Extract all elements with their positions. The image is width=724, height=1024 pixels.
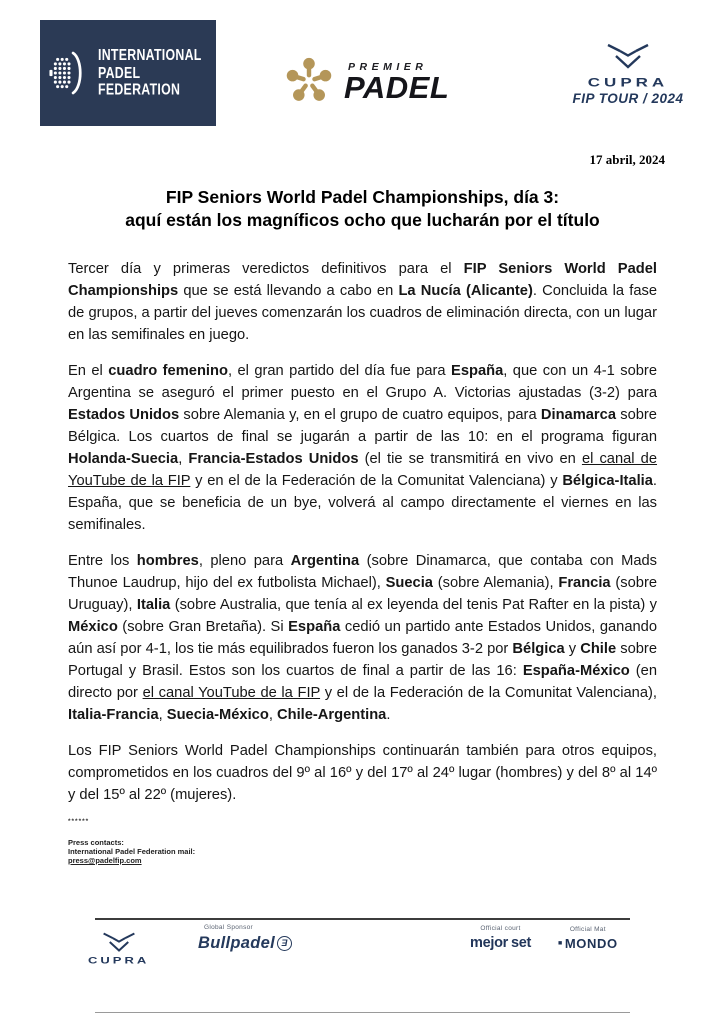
premier-padel-star-icon [283,55,335,107]
cupra-wordmark: CUPRA [587,75,669,90]
sponsor-bullpadel [198,924,292,953]
text-run: . Concluida la fase de grupos, a partir del jueves comenzarán los cuadros de eliminación directa, con un lugar en las semifinales en juego. [68,283,658,343]
footer-divider [95,918,630,920]
text-run: Suecia-México [166,707,269,723]
fip-tour-2024-label: FIP TOUR / 2024 [572,91,684,106]
text-run: Dinamarca [540,407,616,423]
text-run: sobre Bélgica. Los cuartos de final se jugarán a partir de las 10: en el programa figuran [68,407,657,445]
page-bottom-border [95,1012,630,1013]
text-run: (sobre Uruguay), [68,575,658,613]
text-run: (sobre Gran Bretaña). Si [117,619,289,635]
premier-label: PREMIER [348,60,428,73]
text-run: En el [68,363,109,379]
text-run: , que con un 4-1 sobre Argentina se aseguró el primer puesto en el Grupo A. Victorias ajustadas (3-2) para [68,363,657,401]
text-run: que se está llevando a cabo en [178,283,399,299]
ipf-logo [40,20,216,126]
text-run: , [268,707,277,723]
text-run: Francia [558,575,611,591]
inline-link[interactable]: el canal de YouTube de la FIP [68,451,658,489]
text-run: Italia [136,597,171,613]
text-run: Los FIP Seniors World Padel Championships continuarán también para otros equipos, comprometidos en los cuadros del 9º al 16º y del 17º al 24º lugar (hombres) y del 8º al 14º y del 15º al 22º (mujeres). [68,743,657,803]
text-run: Estados Unidos [68,407,180,423]
text-run: Bélgica [512,641,565,657]
cupra-fip-tour-logo [552,42,704,106]
paragraphs-container [68,258,657,806]
premier-padel-logo [283,55,449,107]
premier-padel-text [344,60,450,105]
text-run: Francia-Estados Unidos [188,451,359,467]
body-paragraph [68,360,657,536]
mondo-text: MONDO [564,936,618,951]
press-contacts-label: Press contacts: [68,838,124,847]
sponsor-cupra [88,932,149,968]
text-run: Argentina [290,553,360,569]
text-run: Italia-Francia [68,707,159,723]
mejor-text: mejor [470,935,508,951]
text-run: y en el de la Federación de la Comunitat Valenciana) y [190,473,563,489]
mondo-square-icon: ■ [558,940,563,947]
text-run: y [564,641,581,657]
text-run: y el de la Federación de la Comunitat Valenciana), [320,685,657,701]
text-run: Entre los [68,553,137,569]
padel-wordmark: PADEL [344,69,450,105]
text-run: sobre Portugal y Brasil. Estos son los cuartos de final a partir de las 16: [68,641,657,679]
document-date: 17 abril, 2024 [589,152,665,167]
text-run: , el gran partido del día fue para [227,363,452,379]
body-paragraph [68,740,657,806]
text-run: , pleno para [198,553,291,569]
body-paragraph [68,550,657,726]
text-run: , [158,707,167,723]
text-run: España-México [522,663,630,679]
text-run: (sobre Alemania), [432,575,559,591]
text-run: (sobre Australia, que tenía al ex leyenda del tenis Pat Rafter en la pista) y [170,597,658,613]
mondo-wordmark [558,936,618,951]
text-run: Suecia [385,575,433,591]
mejorset-wordmark [470,935,531,951]
text-run: hombres [136,553,199,569]
sponsor-mondo [558,926,618,951]
ipf-line-2: PADEL [97,63,141,82]
press-email-link[interactable]: press@padelfip.com [68,856,142,865]
ipf-line-1: INTERNATIONAL [97,45,202,64]
cupra-footer-wordmark: CUPRA [88,955,150,966]
padel-racket-icon [49,44,89,102]
bullpadel-text: Bullpadel [198,934,275,952]
text-run: (el tie se transmitirá en vivo en [358,451,582,467]
text-run: Chile-Argentina [277,707,387,723]
text-run: , [178,451,189,467]
global-sponsor-label: Global Sponsor [204,924,254,931]
text-run: . [386,707,391,723]
ipf-line-3: FEDERATION [97,80,181,99]
text-run: cuadro femenino [108,363,228,379]
ipf-logo-text [98,47,202,99]
text-run: Chile [580,641,617,657]
press-contacts-org: International Padel Federation mail: [68,847,196,856]
set-text: set [511,935,532,951]
inline-link[interactable]: el canal YouTube de la FIP [142,685,321,701]
text-run: Bélgica-Italia [562,473,653,489]
text-run: (en directo por [68,663,658,701]
text-run: FIP Seniors World Padel Championships [68,261,657,299]
text-run: cedió un partido ante Estados Unidos, ganando aún así por 4-1, los tie más equilibrados fueron los ganados 3-2 por [68,619,657,657]
sponsor-mejorset [470,925,531,951]
cupra-emblem-icon [605,42,651,70]
press-contacts [68,838,195,865]
footer-separator: ****** [68,818,90,825]
text-run: sobre Alemania y, en el grupo de cuatro equipos, para [179,407,541,423]
text-run: España [288,619,341,635]
text-run: México [68,619,118,635]
official-mat-label: Official Mat [569,926,606,933]
text-run: Tercer día y primeras veredictos definitivos para el [68,261,464,277]
text-run: (sobre Dinamarca, que contaba con Mads Thunoe Laudrup, hijo del ex futbolista Michael), [68,553,658,591]
text-run: La Nucía (Alicante) [398,283,533,299]
text-run: España [451,363,504,379]
document-title [68,186,657,232]
text-run: . España, que se beneficia de un bye, volverá al campo directamente el viernes en las semifinales. [68,473,658,533]
title-line-2: aquí están los magníficos ocho que lucharán por el título [125,210,600,230]
bullpadel-wordmark [198,934,292,953]
title-line-1: FIP Seniors World Padel Championships, día 3: [165,187,560,207]
cupra-emblem-icon [101,932,137,952]
document-body [68,186,657,820]
text-run: Holanda-Suecia [68,451,179,467]
official-court-label: Official court [480,925,521,932]
bullpadel-icon: Ǝ [277,936,292,951]
body-paragraph [68,258,657,346]
